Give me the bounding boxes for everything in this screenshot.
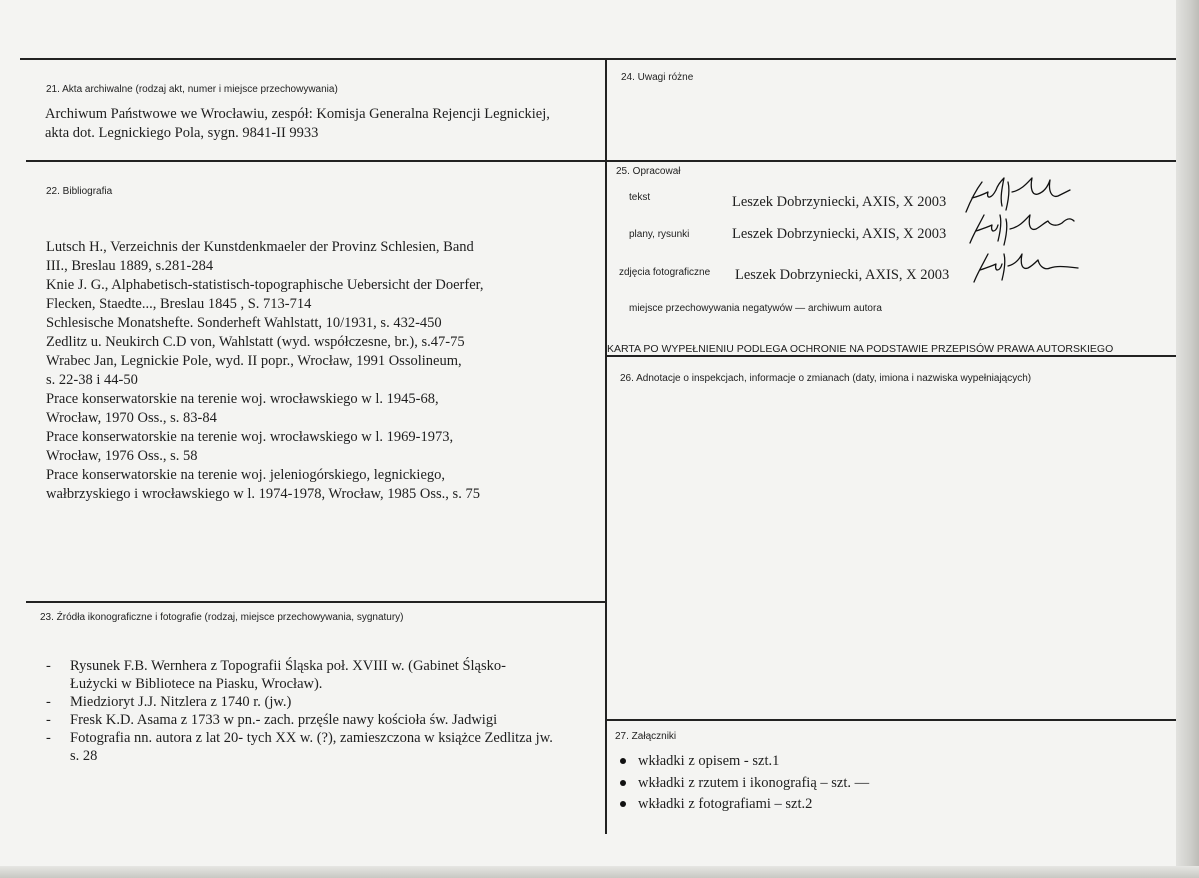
section-26-heading: 26. Adnotacje o inspekcjach, informacje o zmianach (daty, imiona i nazwiska wypełniających) xyxy=(620,373,1032,384)
list-item-line: - Rysunek F.B. Wernhera z Topografii Śląska poł. XVIII w. (Gabinet Śląsko- xyxy=(70,658,506,674)
bibliography-line: Wrocław, 1970 Oss., s. 83-84 xyxy=(46,410,217,426)
bibliography-line: Knie J. G., Alphabetisch-statistisch-topographische Uebersicht der Doerfer, xyxy=(46,277,484,293)
scan-edge-right xyxy=(1176,0,1199,878)
bibliography-line: Prace konserwatorskie na terenie woj. jeleniogórskiego, legnickiego, xyxy=(46,467,446,483)
section-21-text xyxy=(45,105,550,142)
bibliography-line: Schlesische Monatshefte. Sonderheft Wahlstatt, 10/1931, s. 432-450 xyxy=(46,315,442,331)
author-row-value: Leszek Dobrzyniecki, AXIS, X 2003 xyxy=(732,194,947,210)
rule-top xyxy=(20,58,1182,60)
section-21-heading: 21. Akta archiwalne (rodzaj akt, numer i miejsce przechowywania) xyxy=(46,84,338,95)
iconography-list xyxy=(40,657,553,765)
author-row-label: tekst xyxy=(629,192,651,203)
list-item xyxy=(40,657,553,693)
section-22-heading: 22. Bibliografia xyxy=(46,186,113,197)
signature-3 xyxy=(970,248,1080,288)
author-row-label: zdjęcia fotograficzne xyxy=(619,267,711,278)
attachments-list xyxy=(618,751,869,816)
author-row-drawings xyxy=(629,229,689,240)
signature-2 xyxy=(966,207,1076,249)
negatives-location: miejsce przechowywania negatywów — archiwum autora xyxy=(629,303,882,314)
bibliography-line: Prace konserwatorskie na terenie woj. wrocławskiego w l. 1945-68, xyxy=(46,391,439,407)
list-item xyxy=(40,711,553,729)
text-line: Archiwum Państwowe we Wrocławiu, zespół: Komisja Generalna Rejencji Legnickiej, xyxy=(45,106,550,122)
list-item xyxy=(40,693,553,711)
bibliography-list xyxy=(33,238,484,504)
section-23-heading: 23. Źródła ikonograficzne i fotografie (rodzaj, miejsce przechowywania, sygnatury) xyxy=(40,612,404,623)
list-item-line: - Fresk K.D. Asama z 1733 w pn.- zach. przęśle nawy kościoła św. Jadwigi xyxy=(70,712,498,728)
attachment-item: wkładki z opisem - szt.1 xyxy=(618,751,869,773)
rule-center xyxy=(605,58,607,834)
list-item-line: Łużycki w Bibliotece na Piasku, Wrocław). xyxy=(70,676,323,692)
bibliography-line: Wrabec Jan, Legnickie Pole, wyd. II popr., Wrocław, 1991 Ossolineum, xyxy=(46,353,462,369)
rule-26-top xyxy=(606,355,1182,357)
bibliography-line: Prace konserwatorskie na terenie woj. wrocławskiego w l. 1969-1973, xyxy=(46,429,454,445)
bibliography-line: wałbrzyskiego i wrocławskiego w l. 1974-1978, Wrocław, 1985 Oss., s. 75 xyxy=(46,486,480,502)
author-row-text-value xyxy=(732,194,946,211)
section-27-heading: 27. Załączniki xyxy=(615,731,677,742)
rule-21-bottom xyxy=(26,160,1182,162)
list-item xyxy=(40,729,553,765)
text-line: akta dot. Legnickiego Pola, sygn. 9841-II 9933 xyxy=(45,124,319,141)
copyright-notice: KARTA PO WYPEŁNIENIU PODLEGA OCHRONIE NA PODSTAWIE PRZEPISÓW PRAWA AUTORSKIEGO xyxy=(607,343,1114,355)
section-24-heading: 24. Uwagi różne xyxy=(621,72,694,83)
scan-edge-bottom xyxy=(0,866,1199,878)
bibliography-line: Wrocław, 1976 Oss., s. 58 xyxy=(46,448,198,464)
bibliography-line: Flecken, Staedte..., Breslau 1845 , S. 713-714 xyxy=(46,296,312,312)
rule-23-top xyxy=(26,601,606,603)
list-item-line: - Fotografia nn. autora z lat 20- tych XX w. (?), zamieszczona w książce Zedlitza jw. xyxy=(70,730,553,746)
bibliography-line: Lutsch H., Verzeichnis der Kunstdenkmaeler der Provinz Schlesien, Band xyxy=(46,239,474,255)
author-row-photos-value xyxy=(735,267,949,284)
author-row-text xyxy=(629,192,650,203)
author-row-label: plany, rysunki xyxy=(629,229,690,240)
section-25-heading: 25. Opracował xyxy=(616,166,681,177)
rule-27-top xyxy=(606,719,1182,721)
author-row-value: Leszek Dobrzyniecki, AXIS, X 2003 xyxy=(732,226,947,242)
attachment-item: wkładki z fotografiami – szt.2 xyxy=(618,794,869,816)
author-row-value: Leszek Dobrzyniecki, AXIS, X 2003 xyxy=(735,267,950,283)
author-row-drawings-value xyxy=(732,226,946,243)
author-row-photos xyxy=(619,267,710,278)
list-item-line: - Miedzioryt J.J. Nitzlera z 1740 r. (jw.) xyxy=(70,694,292,710)
attachment-item: wkładki z rzutem i ikonografią – szt. — xyxy=(618,773,869,795)
bibliography-line: s. 22-38 i 44-50 xyxy=(46,372,138,388)
list-item-line: s. 28 xyxy=(70,748,98,764)
bibliography-line: III., Breslau 1889, s.281-284 xyxy=(46,258,214,274)
bibliography-line: Zedlitz u. Neukirch C.D von, Wahlstatt (wyd. współczesne, br.), s.47-75 xyxy=(46,334,465,350)
